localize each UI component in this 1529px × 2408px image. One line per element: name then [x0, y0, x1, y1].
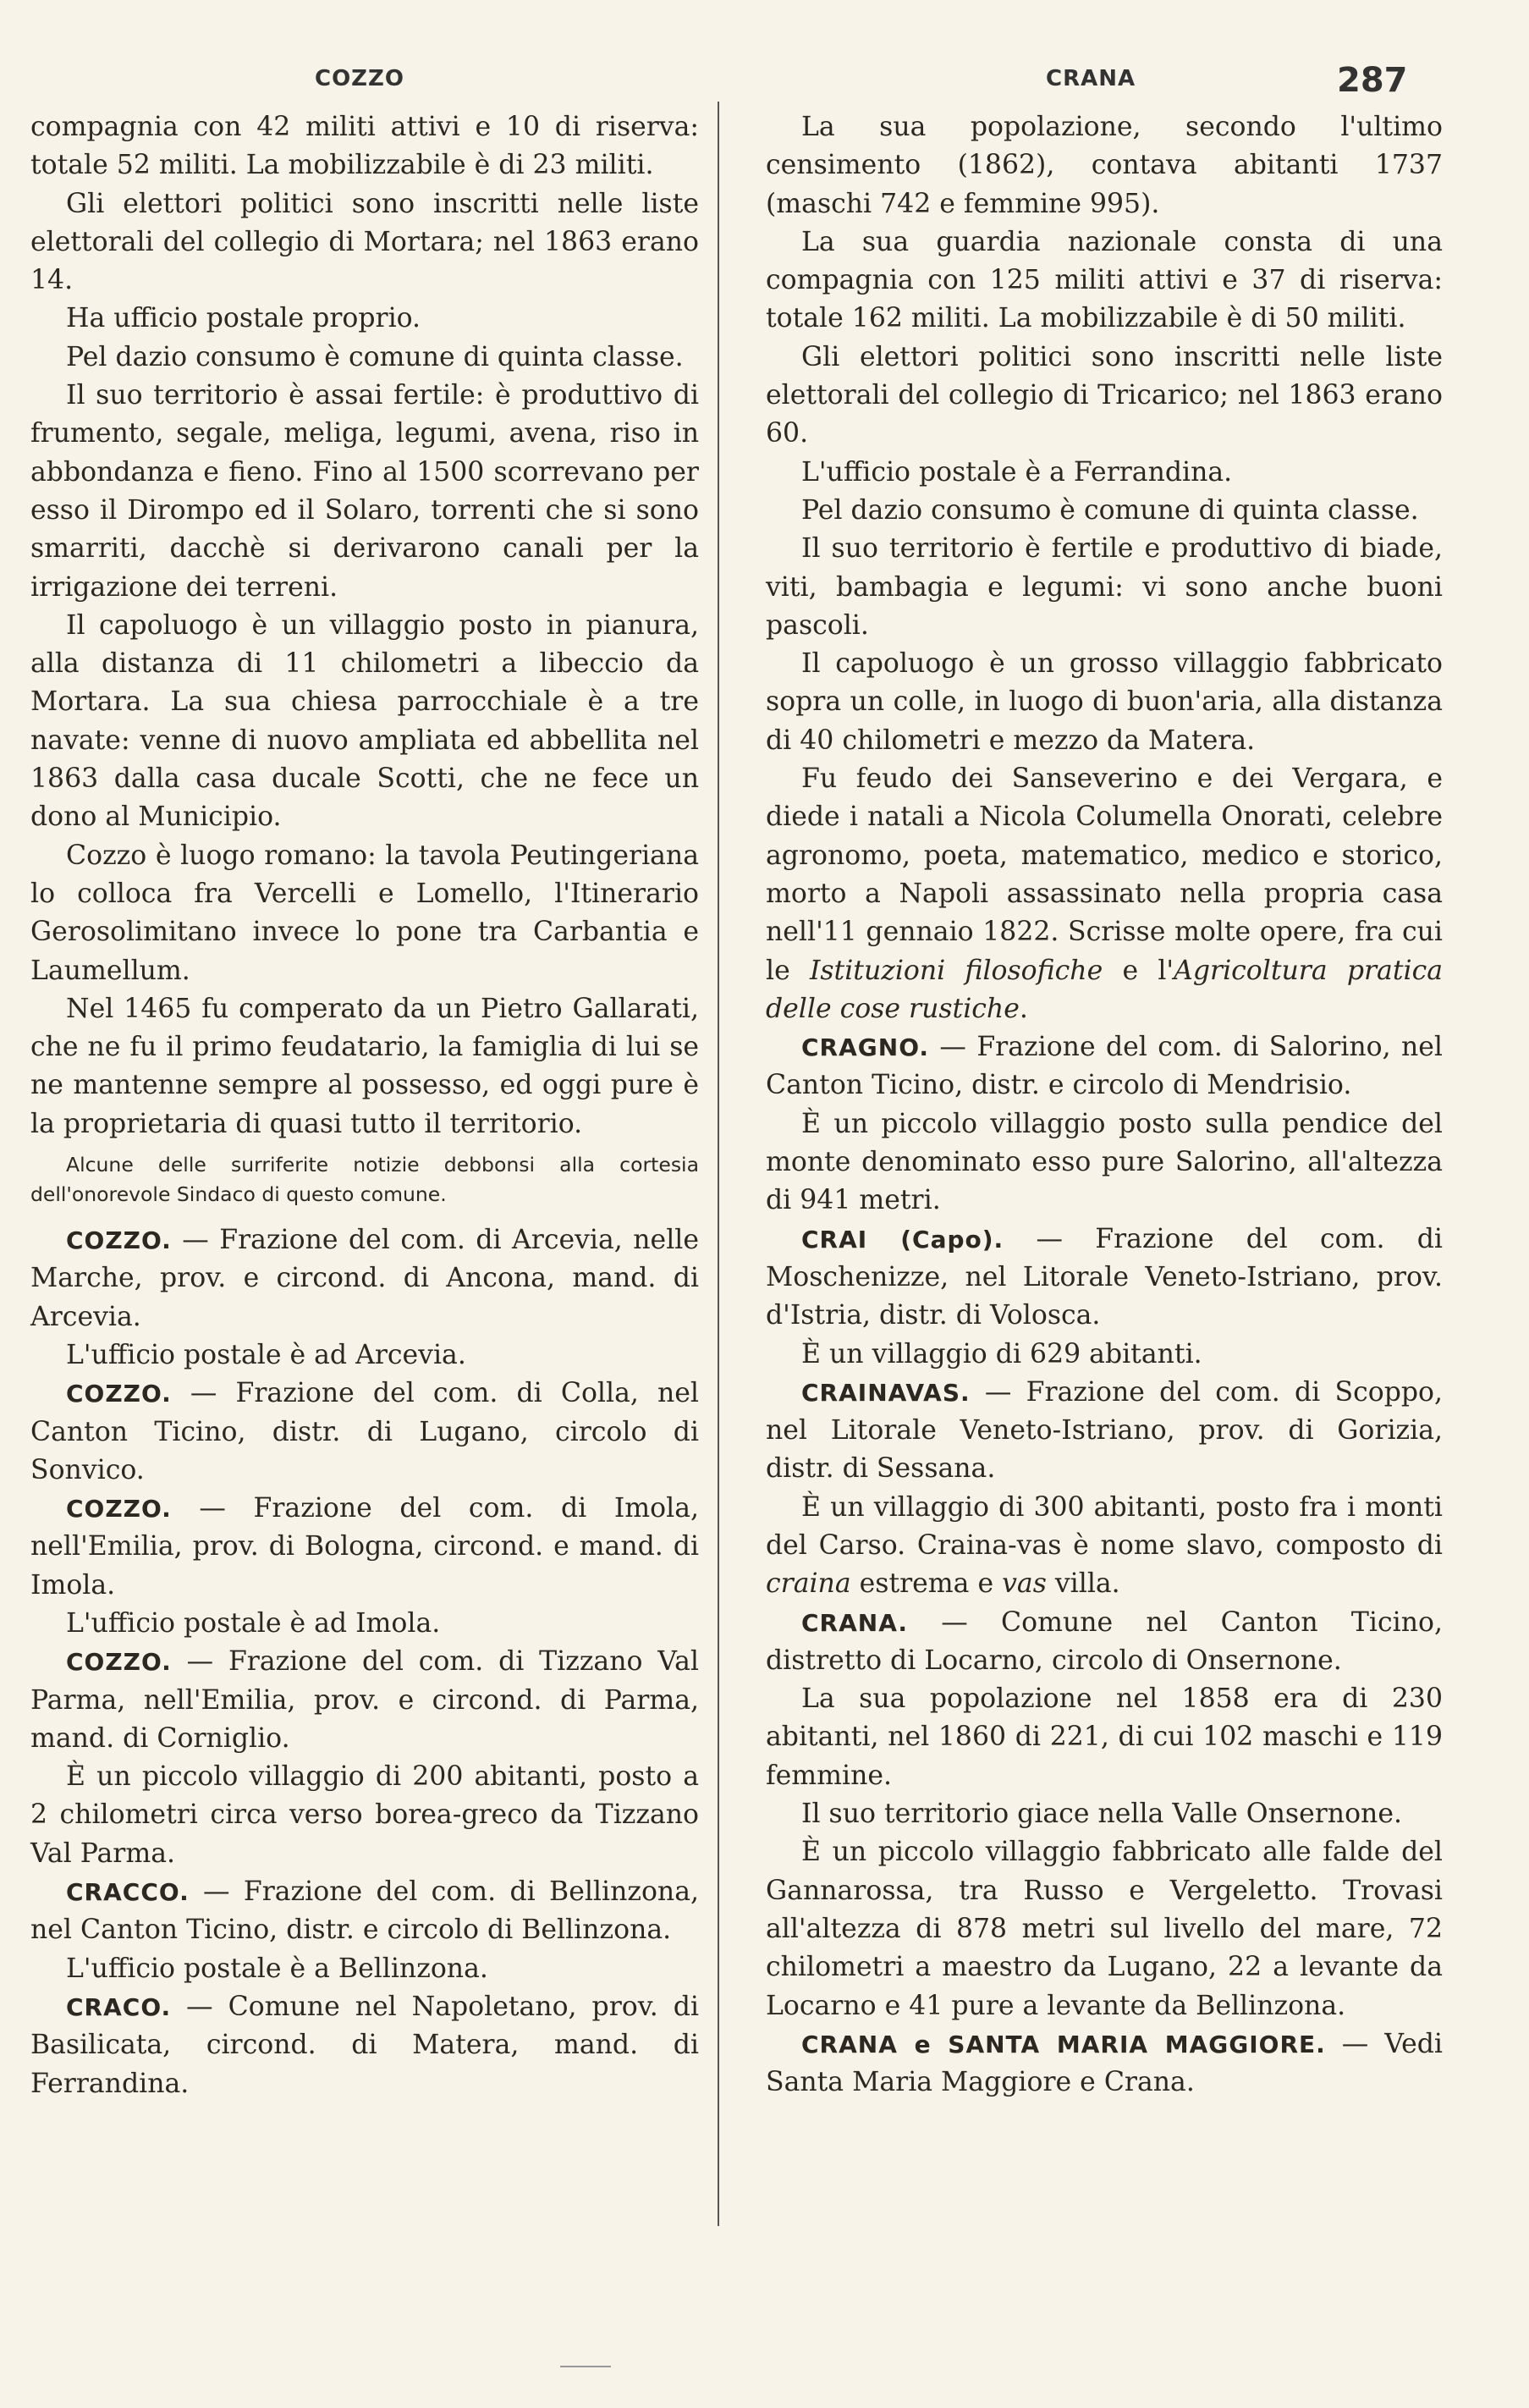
left-running-head: COZZO: [315, 66, 404, 91]
page-number: 287: [1337, 61, 1408, 100]
entry-heading: CRANA.: [801, 1608, 909, 1637]
paragraph: È un piccolo villaggio fabbricato alle falde del Gannarossa, tra Russo e Vergeletto. Trovasi all'altezza di 878 metri sul livello del mare, 72 chilometri a maestro da Lugano, 22 a levante da Locarno e 41 pure a levante da Bellinzona.: [766, 1837, 1443, 2021]
entry-text: — Comune nel Napoletano, prov. di Basilicata, circond. di Matera, mand. di Ferrandina.: [30, 1991, 699, 2099]
paragraph: L'ufficio postale è a Bellinzona.: [66, 1953, 488, 1984]
entry-text: — Comune nel Canton Ticino, distretto di Locarno, circolo di Onsernone.: [766, 1606, 1443, 1676]
gazetteer-entry: [766, 1028, 1443, 1105]
gazetteer-entry: [766, 2025, 1443, 2102]
gazetteer-entry: [30, 1375, 699, 1490]
italic-word: craina: [766, 1568, 851, 1600]
paragraph: La sua popolazione, secondo l'ultimo censimento (1862), contava abitanti 1737 (maschi 742 e femmine 995).: [766, 112, 1443, 219]
gazetteer-entry: [30, 1988, 699, 2103]
right-running-head: CRANA: [1046, 66, 1136, 91]
book-title: Istituzioni filosofiche: [809, 955, 1103, 986]
gazetteer-entry: [766, 1604, 1443, 1681]
paragraph-text: Fu feudo dei Sanseverino e dei Vergara, e diede i natali a Nicola Columella Onorati, celebre agronomo, poeta, matematico, medico e storico, morto a Napoli assassinato nella propria casa nell'11 gennaio 1822. Scrisse molte opere, fra cui le: [766, 763, 1443, 986]
footnote: Alcune delle surriferite notizie debbonsi alla cortesia dell'onorevole Sindaco di questo comune.: [30, 1153, 699, 1207]
entry-text: — Frazione del com. di Salorino, nel Canton Ticino, distr. e circolo di Mendrisio.: [766, 1032, 1443, 1101]
paragraph: Il capoluogo è un grosso villaggio fabbricato sopra un colle, in luogo di buon'aria, alla distanza di 40 chilometri e mezzo da Matera.: [766, 648, 1443, 756]
paragraph: È un piccolo villaggio posto sulla pendice del monte denominato esso pure Salorino, all'altezza di 941 metri.: [766, 1108, 1443, 1216]
entry-heading: CRANA e SANTA MARIA MAGGIORE.: [801, 2030, 1326, 2058]
entry-text: — Frazione del com. di Moschenizze, nel Litorale Veneto-Istriano, prov. d'Istria, distr. di Volosca.: [766, 1223, 1443, 1331]
paragraph: Cozzo è luogo romano: la tavola Peutingeriana lo colloca fra Vercelli e Lomello, l'Itinerario Gerosolimitano invece lo pone tra Carbantia e Laumellum.: [30, 840, 699, 986]
entry-text: — Frazione del com. di Scoppo, nel Litorale Veneto-Istriano, prov. di Gorizia, distr. di Sessana.: [766, 1376, 1443, 1485]
paragraph: È un piccolo villaggio di 200 abitanti, posto a 2 chilometri circa verso borea-greco da Tizzano Val Parma.: [30, 1761, 699, 1869]
gazetteer-entry: [766, 1221, 1443, 1336]
paragraph: Il suo territorio è assai fertile: è produttivo di frumento, segale, meliga, legumi, avena, riso in abbondanza e fieno. Fino al 1500 scorrevano per esso il Dirompo ed il Solaro, torrenti che si sono smarriti, dacchè si derivarono canali per la irrigazione dei terreni.: [30, 380, 699, 603]
book-title: Agricoltura pratica delle cose rustiche: [766, 955, 1443, 1024]
entry-text: — Frazione del com. di Colla, nel Canton Ticino, distr. di Lugano, circolo di Sonvico.: [30, 1378, 699, 1485]
paragraph: Il suo territorio giace nella Valle Onsernone.: [801, 1799, 1402, 1830]
footer-dash: [560, 2366, 611, 2367]
column-divider: [718, 102, 719, 2226]
entry-text: — Vedi Santa Maria Maggiore e Crana.: [766, 2028, 1443, 2098]
entry-text: — Frazione del com. di Bellinzona, nel Canton Ticino, distr. e circolo di Bellinzona.: [30, 1876, 699, 1946]
entry-heading: CRAI (Capo).: [801, 1225, 1004, 1254]
paragraph: L'ufficio postale è ad Imola.: [66, 1607, 441, 1639]
paragraph: È un villaggio di 629 abitanti.: [801, 1338, 1202, 1369]
paragraph-text: estrema e: [850, 1568, 1003, 1600]
entry-heading: COZZO.: [66, 1226, 172, 1255]
entry-heading: COZZO.: [66, 1648, 172, 1677]
paragraph: Pel dazio consumo è comune di quinta classe.: [66, 341, 684, 372]
gazetteer-entry: [30, 1221, 699, 1336]
paragraph-text: villa.: [1046, 1568, 1120, 1600]
paragraph: Gli elettori politici sono inscritti nelle liste elettorali del collegio di Mortara; nel 1863 erano 14.: [30, 188, 699, 296]
entry-heading: COZZO.: [66, 1380, 172, 1408]
paragraph: Ha ufficio postale proprio.: [66, 303, 421, 334]
entry-text: — Frazione del com. di Tizzano Val Parma, nell'Emilia, prov. e circond. di Parma, mand. di Corniglio.: [30, 1646, 699, 1754]
entry-heading: COZZO.: [66, 1495, 172, 1524]
gazetteer-entry: [30, 1490, 699, 1605]
entry-text: — Frazione del com. di Arcevia, nelle Marche, prov. e circond. di Ancona, mand. di Arcevia.: [30, 1225, 699, 1332]
entry-text: — Frazione del com. di Imola, nell'Emilia, prov. di Bologna, circond. e mand. di Imola.: [30, 1493, 699, 1601]
paragraph: La sua popolazione nel 1858 era di 230 abitanti, nel 1860 di 221, di cui 102 maschi e 119 femmine.: [766, 1683, 1443, 1791]
paragraph: [766, 760, 1443, 1028]
left-column: [30, 108, 699, 2103]
paragraph: Il suo territorio è fertile e produttivo di biade, viti, bambagia e legumi: vi sono anche buoni pascoli.: [766, 533, 1443, 641]
paragraph: La sua guardia nazionale consta di una compagnia con 125 militi attivi e 37 di riserva: totale 162 militi. La mobilizzabile è di 50 militi.: [766, 226, 1443, 334]
gazetteer-entry: [30, 1643, 699, 1758]
gazetteer-entry: [30, 1873, 699, 1950]
entry-heading: CRACO.: [66, 1992, 172, 2021]
paragraph-text: e l': [1103, 955, 1174, 986]
entry-heading: CRAGNO.: [801, 1033, 930, 1062]
entry-heading: CRACCO.: [66, 1878, 190, 1907]
gazetteer-entry: [766, 1374, 1443, 1489]
right-column: [766, 108, 1443, 2102]
paragraph: compagnia con 42 militi attivi e 10 di riserva: totale 52 militi. La mobilizzabile è di 23 militi.: [30, 112, 699, 181]
paragraph: Nel 1465 fu comperato da un Pietro Gallarati, che ne fu il primo feudatario, la famiglia di lui se ne mantenne sempre al possesso, ed oggi pure è la proprietaria di quasi tutto il territorio.: [30, 993, 699, 1139]
paragraph: Il capoluogo è un villaggio posto in pianura, alla distanza di 11 chilometri a libeccio da Mortara. La sua chiesa parrocchiale è a tre navate: venne di nuovo ampliata ed abbellita nel 1863 dalla casa ducale Scotti, che ne fece un dono al Municipio.: [30, 609, 699, 833]
entry-heading: CRAINAVAS.: [801, 1378, 971, 1407]
paragraph-text: È un villaggio di 300 abitanti, posto fra i monti del Carso. Craina-vas è nome slavo, composto di: [766, 1491, 1443, 1561]
paragraph-text: .: [1019, 993, 1028, 1024]
paragraph: L'ufficio postale è ad Arcevia.: [66, 1339, 466, 1370]
paragraph: L'ufficio postale è a Ferrandina.: [801, 456, 1233, 488]
italic-word: vas: [1002, 1568, 1047, 1600]
paragraph: Pel dazio consumo è comune di quinta classe.: [801, 494, 1419, 526]
paragraph: Gli elettori politici sono inscritti nelle liste elettorali del collegio di Tricarico; nel 1863 erano 60.: [766, 341, 1443, 449]
paragraph: [766, 1489, 1443, 1604]
